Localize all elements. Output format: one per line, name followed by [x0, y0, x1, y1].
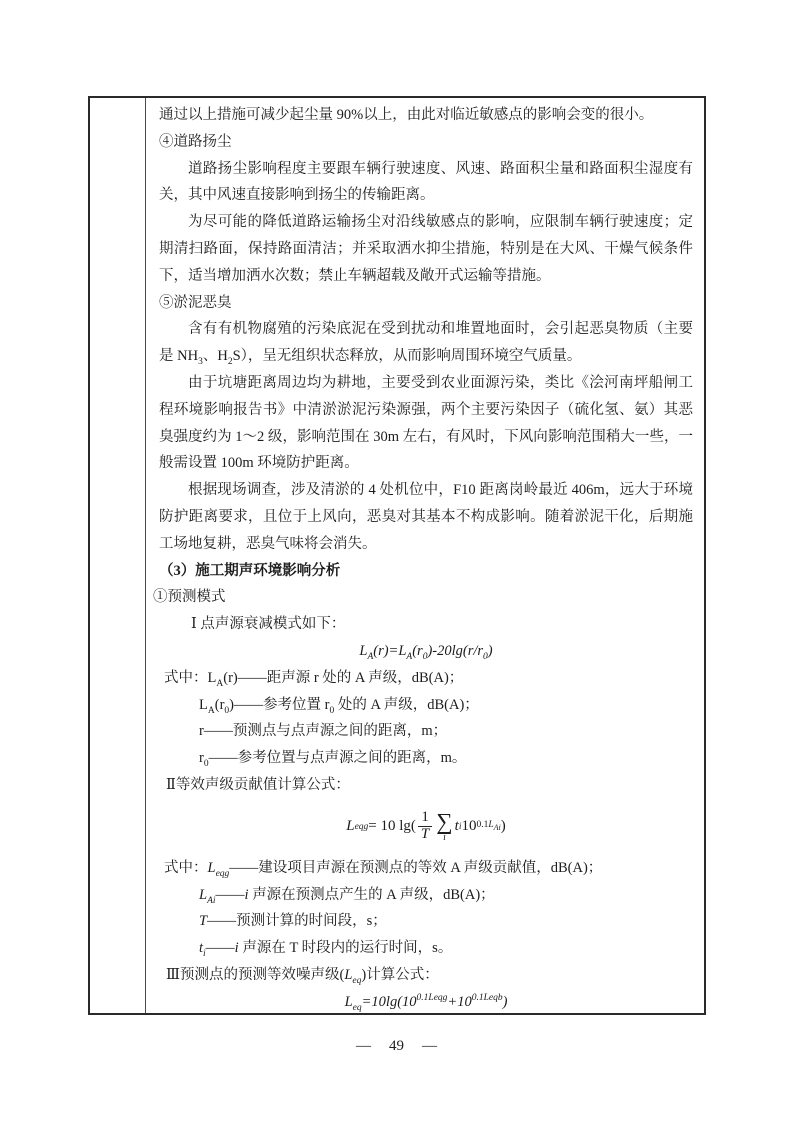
- formula-text: L: [207, 859, 216, 876]
- subscript-text: 0: [483, 651, 488, 662]
- report-table-frame: [88, 96, 706, 1015]
- summation-index: i: [443, 831, 446, 843]
- formula-text: +10: [447, 993, 472, 1010]
- formula-text: L: [199, 886, 208, 903]
- formula-text: L: [344, 993, 353, 1010]
- subscript-text: eq: [352, 1002, 362, 1013]
- page-footer: [0, 1038, 793, 1055]
- formula-text: i: [234, 940, 239, 957]
- formula-text: L: [488, 820, 494, 831]
- heading-point-source-model: Ⅰ 点声源衰减模式如下：: [191, 616, 346, 633]
- subscript-text: 0: [329, 705, 335, 716]
- text-segment: 式中：L: [164, 669, 217, 686]
- text-segment: ——参考位置与点声源之间的距离，m。: [208, 750, 467, 767]
- formula-leq-total: [159, 989, 693, 1013]
- subscript-text: A: [216, 678, 224, 689]
- text-segment: S），呈无组织状态释放，从而影响周围环境空气质量。: [232, 348, 582, 365]
- heading-prediction-mode: ①预测模式: [153, 589, 226, 606]
- definition-t-period: [199, 908, 693, 935]
- formula-point-source-attenuation: [159, 638, 693, 665]
- formula-leqg-contribution: L eqg = 10 lg( $\frac{1}{T}$ ∑ i t i 10 $0.1L_{Ai}$ ): [346, 808, 506, 843]
- formula-text: ): [500, 818, 506, 835]
- text-segment: 声源在预测点产生的 A 声级，dB(A)；: [248, 886, 495, 903]
- text-segment: r: [199, 750, 204, 767]
- formula-text: t: [454, 818, 459, 835]
- text-segment: 式中：: [164, 859, 208, 876]
- formula-text: L: [346, 818, 355, 835]
- heading-sludge-odor: ⑤淤泥恶臭: [159, 294, 232, 311]
- formula-text: (r)=L: [373, 642, 407, 659]
- text-segment: r: [199, 723, 204, 740]
- subscript-text: i: [203, 949, 206, 959]
- text-segment: L: [199, 696, 208, 713]
- text-segment: 、H: [202, 348, 228, 365]
- formula-text: 10: [461, 818, 477, 835]
- subscript-text: 2: [227, 357, 233, 368]
- subscript-text: 3: [198, 357, 203, 368]
- text-segment: )——参考位置 r: [229, 696, 330, 713]
- paragraph-sludge-odor-substances: [159, 316, 693, 370]
- fraction-denominator: T: [420, 826, 430, 843]
- subscript-text: Ai: [493, 823, 501, 833]
- superscript-text: 0.1Leqg: [416, 992, 448, 1003]
- subscript-text: eq: [352, 975, 362, 986]
- text-segment: (r)——距声源 r 处的 A 声级，dB(A)；: [223, 669, 464, 686]
- paragraph-dust-measures-continued: 通过以上措施可减少起尘量 90%以上，由此对临近敏感点的影响会变的很小。: [159, 107, 654, 123]
- footer-dash-right: —: [422, 1038, 437, 1054]
- page-number: 49: [389, 1038, 404, 1054]
- definition-la-r: [164, 665, 693, 692]
- heading-noise-impact-analysis: （3）施工期声环境影响分析: [159, 562, 341, 579]
- paragraph-road-dust-mitigation: 为尽可能的降低道路运输扬尘对沿线敏感点的影响，应限制车辆行驶速度；定期清扫路面，保持路面清洁；并采取洒水抑尘措施，特别是在大风、干燥气候条件下，适当增加洒水次数；禁止车辆超载及敞开式运输等措施。: [159, 214, 693, 284]
- formula-text: =10lg(10: [361, 993, 417, 1010]
- formula-text: ): [487, 642, 493, 659]
- definition-r0: [199, 745, 693, 772]
- superscript-text: [476, 820, 501, 833]
- superscript-text: 0.1Leqb: [471, 992, 503, 1003]
- heading-equivalent-level-formula: Ⅱ等效声级贡献值计算公式：: [166, 776, 350, 793]
- formula-text: i: [244, 886, 249, 903]
- text-segment: 声源在 T 时段内的运行时间，s。: [238, 940, 453, 957]
- definition-leqg: [164, 855, 693, 882]
- definition-ti: [199, 935, 693, 962]
- subscript-text: 0: [422, 651, 428, 662]
- text-segment: (r: [214, 696, 225, 713]
- formula-text: = 10 lg(: [368, 818, 416, 835]
- paragraph-road-dust-factors: 道路扬尘影响程度主要跟车辆行驶速度、风速、路面积尘量和路面积尘湿度有关，其中风速直接影响到扬尘的传输距离。: [159, 160, 693, 204]
- footer-dash-left: —: [356, 1038, 371, 1054]
- formula-text: L: [359, 642, 368, 659]
- formula-text: t: [199, 940, 204, 957]
- text-segment: ——预测计算的时间段，s；: [207, 913, 387, 930]
- formula-text: 0.1: [476, 820, 489, 831]
- subscript-text: eqg: [215, 868, 230, 879]
- definition-lai: [199, 882, 693, 909]
- table-stub-column: [90, 98, 146, 1013]
- sigma-icon: ∑: [436, 808, 453, 834]
- subscript-text: A: [367, 651, 374, 662]
- text-segment: 含有有机物腐殖的污染底泥在受到扰动和堆置地面时，会引起恶臭物质（主要是 NH: [159, 321, 693, 365]
- formula-text: T: [199, 913, 208, 930]
- text-segment: Ⅲ预测点的预测等效噪声级(: [166, 966, 345, 983]
- formula-text: )-20lg(r/r: [427, 642, 484, 659]
- subscript-text: Ai: [207, 895, 216, 906]
- heading-road-dust: ④道路扬尘: [159, 133, 232, 150]
- table-content-cell: [146, 98, 704, 1013]
- text-segment: ——预测点与点声源之间的距离，m；: [203, 723, 448, 740]
- formula-text: (r: [412, 642, 423, 659]
- heading-predicted-leq-formula: [166, 962, 693, 989]
- formula-text: ): [502, 993, 508, 1010]
- text-segment: 处的 A 声级，dB(A)；: [334, 696, 479, 713]
- summation-symbol: [436, 810, 452, 844]
- fraction-one-over-t: [418, 810, 432, 843]
- formula-text: L: [344, 966, 353, 983]
- subscript-text: A: [207, 705, 215, 716]
- paragraph-sludge-odor-site-survey: 根据现场调查，涉及清淤的 4 处机位中，F10 距离岗岭最近 406m，远大于环境防护距离要求，且位于上风向，恶臭对其基本不构成影响。随着淤泥干化，后期施工场地复耕，恶臭气味将会消失。: [159, 482, 693, 552]
- subscript-text: 0: [203, 759, 209, 770]
- text-segment: )计算公式：: [361, 966, 439, 983]
- subscript-text: A: [406, 651, 413, 662]
- text-segment: ——: [205, 940, 235, 957]
- fraction-numerator: 1: [418, 810, 432, 827]
- paragraph-sludge-odor-analogy: 由于坑塘距离周边均为耕地，主要受到农业面源污染，类比《浍河南坪船闸工程环境影响报告书》中清淤淤泥污染源强，两个主要污染因子（硫化氢、氨）其恶臭强度约为 1～2 级，影响范围在 30m 左右，有风时，下风向影响范围稍大一些，一般需设置 100m 环境防护距离。: [159, 374, 693, 472]
- subscript-text: 0: [224, 705, 230, 716]
- definition-r: [199, 718, 693, 745]
- text-segment: ——建设项目声源在预测点的等效 A 声级贡献值，dB(A)；: [229, 859, 603, 876]
- text-segment: ——: [215, 886, 245, 903]
- definition-la-r0: [199, 692, 693, 719]
